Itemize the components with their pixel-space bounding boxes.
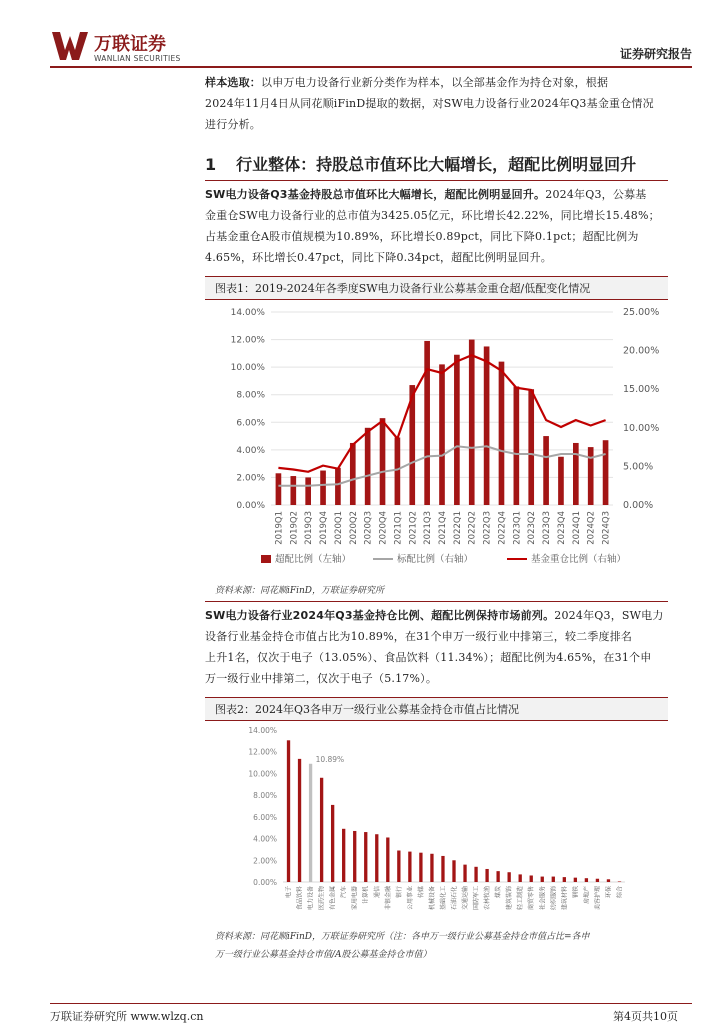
x-axis-tick-label: 2022Q3: [482, 511, 493, 545]
p2-line-2: 设备行业基金持仓市值占比为10.89%，在31个申万一级行业中排第三，较二季度排名: [205, 630, 633, 643]
x-axis-tick-label: 2019Q3: [304, 511, 315, 545]
x-axis-tick-label: 2021Q2: [408, 511, 419, 545]
industry-bar: [552, 877, 555, 882]
industry-bar: [441, 856, 444, 882]
x-axis-tick-label: 2022Q2: [467, 511, 478, 545]
p1-line-4: 4.65%，环比增长0.47pct，同比下降0.34pct，超配比例明显回升。: [205, 251, 552, 264]
right-axis-tick-label: 5.00%: [623, 461, 654, 473]
industry-bar: [596, 879, 599, 882]
industry-bar: [496, 871, 499, 882]
industry-bar: [353, 831, 356, 882]
industry-bar: [585, 878, 588, 882]
x-axis-tick-label: 电子: [285, 886, 293, 899]
x-axis-tick-label: 交通运输: [462, 886, 470, 911]
x-axis-tick-label: 2021Q3: [423, 511, 434, 545]
industry-bar: [397, 851, 400, 882]
p2-line-4: 万一级行业中排第二，仅次于电子（5.17%）。: [205, 672, 438, 685]
x-axis-tick-label: 有色金属: [329, 886, 337, 911]
right-axis-tick-label: 0.00%: [623, 500, 654, 511]
y-axis-tick-label: 10.00%: [248, 769, 277, 779]
figure1-title-bar: [205, 276, 668, 300]
overweight-bar: [424, 341, 430, 505]
x-axis-tick-label: 石油石化: [451, 886, 458, 911]
x-axis-tick-label: 2022Q4: [497, 511, 508, 545]
industry-bar: [607, 879, 610, 882]
highlight-data-label: 10.89%: [315, 754, 345, 764]
section-title: [205, 152, 636, 175]
y-axis-tick-label: 4.00%: [253, 834, 277, 844]
left-axis-tick-label: 2.00%: [236, 473, 265, 484]
x-axis-tick-label: 非银金融: [384, 886, 392, 911]
left-axis-tick-label: 6.00%: [236, 418, 265, 429]
overweight-bar: [380, 418, 386, 505]
figure1-title: 图表1：2019-2024年各季度SW电力设备行业公募基金重仓超/低配变化情况: [215, 282, 591, 295]
x-axis-tick-label: 2020Q1: [333, 511, 344, 545]
y-axis-tick-label: 12.00%: [248, 747, 277, 757]
overweight-bar: [454, 355, 460, 505]
x-axis-tick-label: 银行: [395, 886, 403, 899]
legend-bar-swatch: [261, 555, 271, 563]
x-axis-tick-label: 商贸零售: [528, 886, 536, 911]
x-axis-tick-label: 食品饮料: [296, 886, 304, 911]
left-axis-tick-label: 4.00%: [236, 445, 265, 456]
figure2-source-line-2: 万一级行业公募基金持仓市值/A股公募基金持仓市值）: [215, 950, 432, 960]
industry-bar: [508, 872, 511, 882]
x-axis-tick-label: 2023Q3: [542, 511, 553, 545]
p1-line-2: 金重仓SW电力设备行业的总市值为3425.05亿元，环比增长42.22%，同比增长15.48%；: [205, 209, 660, 222]
footer-divider: [50, 1003, 692, 1004]
industry-bar: [386, 837, 389, 882]
industry-bar: [320, 778, 323, 882]
x-axis-tick-label: 煤炭: [495, 886, 503, 899]
y-axis-tick-label: 8.00%: [253, 791, 277, 801]
x-axis-tick-label: 2019Q2: [289, 511, 300, 545]
x-axis-tick-label: 2020Q3: [363, 511, 374, 545]
overweight-bar: [439, 364, 445, 505]
x-axis-tick-label: 2023Q1: [512, 511, 523, 545]
overweight-bar: [335, 468, 341, 505]
x-axis-tick-label: 2024Q2: [586, 511, 597, 545]
industry-bar: [364, 832, 367, 882]
logo-en-text: WANLIAN SECURITIES: [94, 54, 181, 63]
y-axis-tick-label: 6.00%: [253, 812, 277, 822]
figure1-chart: [205, 300, 668, 582]
x-axis-tick-label: 汽车: [340, 886, 348, 899]
overweight-bar: [573, 443, 579, 505]
x-axis-tick-label: 2020Q4: [378, 511, 389, 545]
industry-bar: [408, 852, 411, 882]
report-type: 证券研究报告: [619, 47, 692, 61]
figure2-title: 图表2：2024年Q3各申万一级行业公募基金持仓市值占比情况: [215, 703, 520, 716]
industry-bar: [519, 874, 522, 882]
x-axis-tick-label: 2021Q1: [393, 511, 404, 545]
legend-benchmark-label: 标配比例（右轴）: [397, 554, 474, 565]
x-axis-tick-label: 传媒: [417, 886, 425, 899]
intro-line-2: 2024年11月4日从同花顺iFinD提取的数据，对SW电力设备行业2024年Q3基金重仓情况: [205, 97, 654, 110]
x-axis-tick-label: 美容护理: [594, 886, 602, 911]
overweight-bar: [290, 476, 296, 505]
paragraph-2: [205, 605, 669, 689]
industry-bar: [530, 875, 533, 882]
overweight-bar: [276, 473, 282, 505]
header-divider: [50, 66, 692, 68]
intro-line-1: 样本选取：以申万电力设备行业新分类作为样本，以全部基金作为持仓对象，根据: [205, 76, 609, 89]
industry-bar: [375, 834, 378, 882]
x-axis-tick-label: 房地产: [583, 886, 591, 905]
overweight-bar: [484, 346, 490, 505]
industry-bar: [331, 805, 334, 882]
figure2-source: [215, 928, 590, 964]
p1-bold-lead: SW电力设备Q3基金持股总市值环比大幅增长，超配比例明显回升。: [205, 188, 546, 201]
x-axis-tick-label: 2022Q1: [452, 511, 463, 545]
industry-bar: [298, 759, 301, 882]
right-axis-tick-label: 10.00%: [623, 422, 660, 434]
paragraph-1: [205, 184, 669, 268]
x-axis-tick-label: 基础化工: [439, 886, 447, 911]
industry-bar: [287, 740, 290, 882]
figure1-source: 资料来源：同花顺iFinD，万联证券研究所: [215, 586, 385, 596]
footer-left-text: 万联证券研究所 www.wlzq.cn: [50, 1010, 204, 1023]
p2-bold-lead: SW电力设备行业2024年Q3基金持仓比例、超配比例保持市场前列。: [205, 609, 555, 622]
x-axis-tick-label: 电力设备: [307, 886, 315, 911]
x-axis-tick-label: 医药生物: [318, 886, 326, 911]
x-axis-tick-label: 2023Q2: [527, 511, 538, 545]
section-divider: [205, 180, 668, 181]
figure2-source-line-1: 资料来源：同花顺iFinD，万联证券研究所（注：各申万一级行业公募基金持仓市值占比=各申: [215, 932, 590, 942]
overweight-bar: [528, 389, 534, 505]
x-axis-tick-label: 农林牧渔: [484, 886, 492, 911]
figure2-chart: [205, 722, 668, 928]
overweight-bar: [499, 362, 505, 505]
industry-bar: [419, 853, 422, 882]
x-axis-tick-label: 国防军工: [473, 886, 481, 911]
highlight-bar: [309, 764, 312, 882]
overweight-bar: [350, 443, 356, 505]
x-axis-tick-label: 通信: [373, 886, 381, 899]
x-axis-tick-label: 轻工制造: [517, 886, 525, 911]
overweight-bar: [469, 340, 475, 505]
right-axis-tick-label: 15.00%: [623, 384, 660, 396]
overweight-bar: [365, 428, 371, 505]
x-axis-tick-label: 2024Q1: [571, 511, 582, 545]
logo-cn-text: 万联证券: [94, 34, 166, 55]
industry-bar: [463, 865, 466, 882]
x-axis-tick-label: 2019Q4: [319, 511, 330, 545]
overweight-bar: [543, 436, 549, 505]
x-axis-tick-label: 社会服务: [539, 886, 547, 911]
company-logo: [52, 30, 192, 64]
x-axis-tick-label: 2021Q4: [438, 511, 448, 545]
x-axis-tick-label: 2023Q4: [556, 511, 567, 545]
x-axis-tick-label: 建筑装饰: [506, 886, 514, 911]
industry-bar: [342, 829, 345, 882]
industry-bar: [563, 877, 566, 882]
p1-line-3: 占基金重仓A股市值规模为10.89%，环比增长0.89pct，同比下降0.1pct；超配比例为: [205, 230, 639, 243]
intro-label: 样本选取：: [205, 76, 261, 89]
industry-bar: [574, 878, 577, 882]
right-axis-tick-label: 20.00%: [623, 345, 660, 357]
industry-bar: [430, 854, 433, 882]
x-axis-tick-label: 2020Q2: [348, 511, 359, 545]
left-axis-tick-label: 10.00%: [230, 363, 265, 374]
x-axis-tick-label: 纺织服饰: [550, 886, 558, 911]
y-axis-tick-label: 0.00%: [253, 878, 277, 887]
legend-bar-label: 超配比例（左轴）: [275, 554, 352, 565]
figure1-source-divider: [205, 601, 668, 602]
legend-fund-label: 基金重仓比例（右轴）: [531, 554, 627, 565]
x-axis-tick-label: 钢铁: [572, 886, 580, 899]
overweight-bar: [320, 471, 326, 505]
intro-line-3: 进行分析。: [205, 118, 261, 131]
x-axis-tick-label: 建筑材料: [561, 886, 569, 911]
figure2-title-bar: [205, 697, 668, 721]
left-axis-tick-label: 12.00%: [230, 335, 265, 346]
y-axis-tick-label: 2.00%: [253, 856, 277, 866]
x-axis-tick-label: 公用事业: [406, 886, 414, 911]
p1-line-1: SW电力设备Q3基金持股总市值环比大幅增长，超配比例明显回升。2024年Q3，公募基: [205, 188, 647, 201]
p2-line-1: SW电力设备行业2024年Q3基金持仓比例、超配比例保持市场前列。2024年Q3，SW电力: [205, 609, 664, 622]
industry-bar: [541, 877, 544, 882]
section-heading: 行业整体：持股总市值环比大幅增长，超配比例明显回升: [236, 155, 637, 174]
industry-bar: [474, 867, 477, 882]
x-axis-tick-label: 机械设备: [428, 886, 436, 911]
overweight-bar: [514, 386, 520, 505]
x-axis-tick-label: 计算机: [362, 886, 370, 905]
intro-paragraph: [205, 72, 669, 135]
overweight-bar: [603, 440, 609, 505]
left-axis-tick-label: 14.00%: [230, 308, 265, 318]
page-number: 第4页共10页: [613, 1010, 678, 1023]
overweight-bar: [558, 457, 564, 505]
industry-bar: [485, 869, 488, 882]
industry-bar: [452, 860, 455, 882]
p2-line-3: 上升1名，仅次于电子（13.05%）、食品饮料（11.34%）；超配比例为4.65%，在31个申: [205, 651, 652, 664]
right-axis-tick-label: 25.00%: [623, 307, 660, 318]
left-axis-tick-label: 0.00%: [236, 501, 265, 511]
x-axis-tick-label: 家用电器: [351, 886, 359, 911]
y-axis-tick-label: 14.00%: [248, 726, 277, 735]
overweight-bar: [395, 437, 401, 505]
x-axis-tick-label: 2019Q1: [274, 511, 285, 545]
industry-bar: [618, 881, 621, 882]
x-axis-tick-label: 2024Q3: [601, 511, 612, 545]
x-axis-tick-label: 环保: [605, 886, 613, 899]
section-number: 1: [205, 155, 217, 174]
x-axis-tick-label: 综合: [616, 886, 624, 899]
overweight-bar: [305, 477, 311, 505]
left-axis-tick-label: 8.00%: [236, 390, 265, 401]
overweight-bar: [588, 447, 594, 505]
